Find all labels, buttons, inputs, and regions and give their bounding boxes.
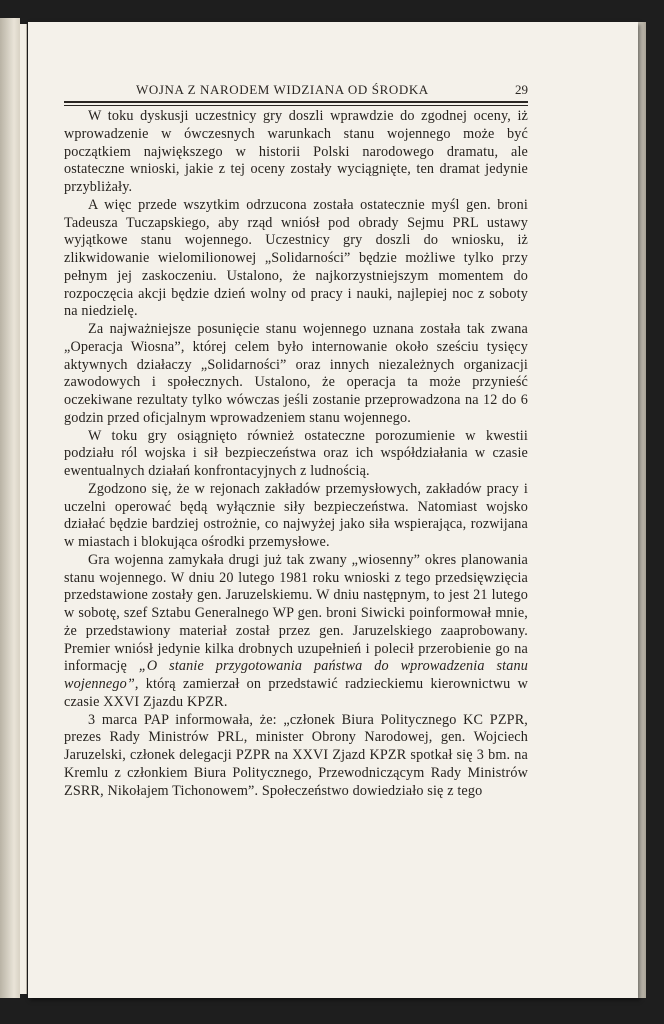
paragraph-2: A więc przede wszytkim odrzucona została ostatecznie myśl gen. broni Tadeusza Tuczapskiego, aby rząd wniósł pod obrady Sejmu PRL ustawy wyjątkowe stanu wojennego. Uczestnicy gry doszli do wniosku, iż zlikwidowanie wielomilionowej „Solidarności” będzie możliwe tylko przy pełnym jej zaskoczeniu. Ustalono, że najkorzystniejszym momentem do rozpoczęcia akcji będzie dzień wolny od pracy i nauki, najlepiej noc z soboty na niedzielę. bbox=[64, 196, 528, 320]
paragraph-6-italic-title: „O stanie przygotowania państwa do wprowadzenia stanu wojennego” bbox=[64, 658, 528, 692]
running-title: WOJNA Z NARODEM WIDZIANA OD ŚRODKA bbox=[136, 82, 429, 97]
header-rule-thin bbox=[64, 105, 528, 106]
right-page-edge bbox=[638, 22, 646, 998]
paragraph-1: W toku dyskusji uczestnicy gry doszli wprawdzie do zgodnej oceny, iż wprowadzenie w ówczesnych warunkach stanu wojennego może być początkiem największego w historii Polski narodowego dramatu, ale ostateczne wnioski, jakie z tej oceny zostały wyciągnięte, ten dramat jedynie przybliżały. bbox=[64, 108, 528, 195]
left-page-margin bbox=[20, 24, 27, 994]
paragraph-7: 3 marca PAP informowała, że: „członek Biura Politycznego KC PZPR, prezes Rady Ministrów PRL, minister Obrony Narodowej, gen. Wojciech Jaruzelski, członek delegacji PZPR na XXVI Zjazd KPZR spotkał się 3 bm. na Kremlu z członkiem Biura Politycznego, Przewodniczącym Rady Ministrów ZSRR, Nikołajem Tichonowem”. Społeczeństwo dowiedziało się z tego bbox=[64, 711, 528, 799]
page-number: 29 bbox=[515, 82, 528, 97]
left-page-edge bbox=[0, 18, 20, 998]
paragraph-5: Zgodzono się, że w rejonach zakładów przemysłowych, zakładów pracy i uczelni operować będą wyłącznie siły bezpieczeństwa. Natomiast wojsko działać będzie bardziej ostrożnie, co najwyżej jako siła wspierająca, rozwijana w miastach i blokująca ośrodki przemysłowe. bbox=[64, 480, 528, 550]
paragraph-6-text: Gra wojenna zamykała drugi już tak zwany „wiosenny” okres planowania stanu wojennego. W dniu 20 lutego 1981 roku wnioski z tego przedsięwzięcia przedstawione zostały gen. Jaruzelskiemu. W dniu następnym, to jest 21 lutego w sobotę, szef Sztabu Generalnego WP gen. broni Siwicki poinformował mnie, że przedstawiony materiał został przez gen. Jaruzelskiego zaaprobowany. Premier wniósł jedynie kilka drobnych uzupełnień i polecił przerobienie go na informację bbox=[64, 551, 528, 675]
body-text bbox=[64, 108, 528, 800]
paragraph-3: Za najważniejsze posunięcie stanu wojennego uznana została tak zwana „Operacja Wiosna”, której celem było internowanie około sześciu tysięcy aktywnych działaczy „Solidarności” oraz innych niezależnych organizacji zawodowych i społecznych. Ustalono, że operacja ta może przynieść oczekiwane rezultaty tylko wówczas jeśli zostanie przeprowadzona na 12 do 6 godzin przed oficjalnym wprowadzeniem stanu wojennego. bbox=[64, 321, 528, 426]
paragraph-4: W toku gry osiągnięto również ostateczne porozumienie w kwestii podziału ról wojska i sił bezpieczeństwa oraz ich współdziałania w czasie ewentualnych działań konfrontacyjnych z ludnością. bbox=[64, 427, 528, 479]
page-header bbox=[64, 80, 528, 100]
paragraph-6 bbox=[64, 552, 528, 712]
paragraph-6-tail: , którą zamierzał on przedstawić radzieckiemu kierownictwu w czasie XXVI Zjazdu KPZR. bbox=[64, 676, 528, 710]
header-rule-thick bbox=[64, 101, 528, 103]
